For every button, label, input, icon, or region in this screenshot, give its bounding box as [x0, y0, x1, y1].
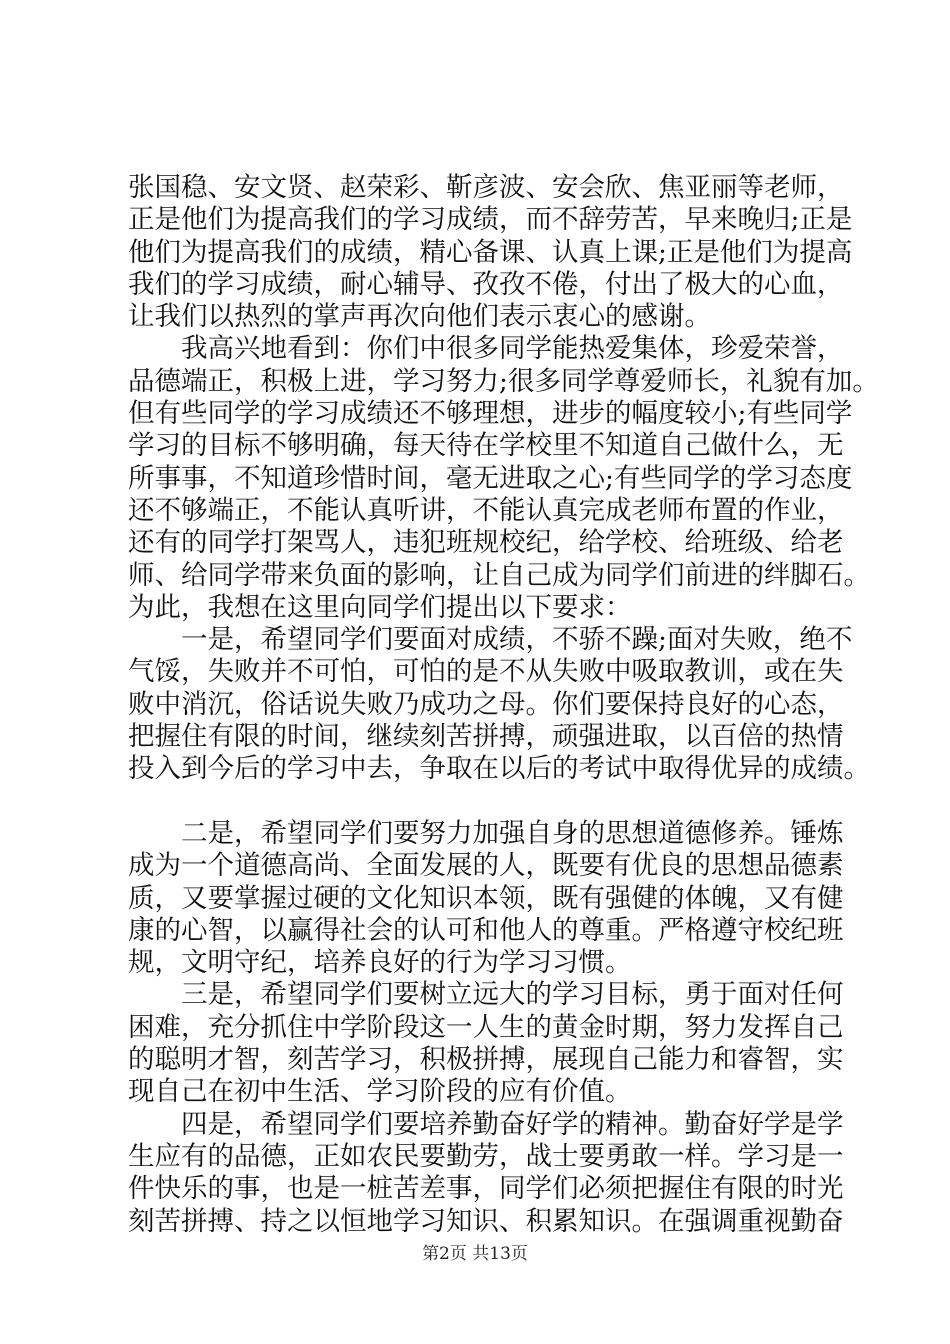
text-line: 让我们以热烈的掌声再次向他们表示衷心的感谢。 [128, 301, 711, 333]
text-line: 困难，充分抓住中学阶段这一人生的黄金时期，努力发挥自己 [128, 1011, 844, 1043]
text-line: 张国稳、安文贤、赵荣彩、靳彦波、安会欣、焦亚丽等老师， [128, 172, 844, 203]
text-line: 为此，我想在这里向同学们提出以下要求： [128, 591, 632, 623]
text-line: 败中消沉，俗话说失败乃成功之母。你们要保持良好的心态， [128, 688, 844, 720]
text-line: 气馁，失败并不可怕，可怕的是不从失败中吸取教训，或在失 [128, 656, 844, 688]
text-line: 我高兴地看到：你们中很多同学能热爱集体，珍爱荣誉， [128, 333, 844, 365]
text-line: 的聪明才智，刻苦学习，积极拼搏，展现自己能力和睿智，实 [128, 1044, 844, 1076]
text-line: 规，文明守纪，培养良好的行为学习习惯。 [128, 947, 632, 979]
text-line: 我们的学习成绩，耐心辅导、孜孜不倦，付出了极大的心血， [128, 268, 844, 300]
text-line: 件快乐的事，也是一桩苦差事，同学们必须把握住有限的时光 [128, 1173, 844, 1205]
text-line: 四是，希望同学们要培养勤奋好学的精神。勤奋好学是学 [128, 1108, 844, 1140]
text-line: 还不够端正，不能认真听讲，不能认真完成老师布置的作业， [128, 494, 844, 526]
text-line: 还有的同学打架骂人，违犯班规校纪，给学校、给班级、给老 [128, 527, 844, 559]
page-number-footer: 第2页 共13页 [422, 1244, 528, 1264]
text-line: 学习的目标不够明确，每天待在学校里不知道自己做什么，无 [128, 430, 844, 462]
text-line: 品德端正，积极上进，学习努力;很多同学尊爱师长，礼貌有加。 [128, 365, 879, 397]
text-line: 把握住有限的时间，继续刻苦拼搏，顽强进取，以百倍的热情 [128, 721, 844, 753]
text-line: 投入到今后的学习中去，争取在以后的考试中取得优异的成绩。 [128, 753, 870, 785]
text-line: 质，又要掌握过硬的文化知识本领，既有强健的体魄，又有健 [128, 882, 844, 914]
text-line: 所事事，不知道珍惜时间，毫无进取之心;有些同学的学习态度 [128, 462, 853, 494]
text-line: 正是他们为提高我们的学习成绩，而不辞劳苦，早来晚归;正是 [128, 204, 853, 236]
text-line: 三是，希望同学们要树立远大的学习目标，勇于面对任何 [128, 979, 844, 1011]
text-line: 成为一个道德高尚、全面发展的人，既要有优良的思想品德素 [128, 850, 844, 882]
text-line: 师、给同学带来负面的影响，让自己成为同学们前进的绊脚石。 [128, 559, 870, 591]
text-line: 二是，希望同学们要努力加强自身的思想道德修养。锤炼 [128, 817, 844, 849]
text-line: 但有些同学的学习成绩还不够理想，进步的幅度较小;有些同学 [128, 398, 853, 430]
document-body [128, 172, 879, 1238]
text-line: 刻苦拼搏、持之以恒地学习知识、积累知识。在强调重视勤奋 [128, 1205, 844, 1237]
text-line: 现自己在初中生活、学习阶段的应有价值。 [128, 1076, 632, 1108]
text-line: 他们为提高我们的成绩，精心备课、认真上课;正是他们为提高 [128, 236, 853, 268]
text-line: 一是，希望同学们要面对成绩，不骄不躁;面对失败，绝不 [128, 624, 853, 656]
text-line: 生应有的品德，正如农民要勤劳，战士要勇敢一样。学习是一 [128, 1140, 844, 1172]
text-line: 康的心智，以赢得社会的认可和他人的尊重。严格遵守校纪班 [128, 914, 844, 946]
paragraph-gap [128, 786, 838, 818]
